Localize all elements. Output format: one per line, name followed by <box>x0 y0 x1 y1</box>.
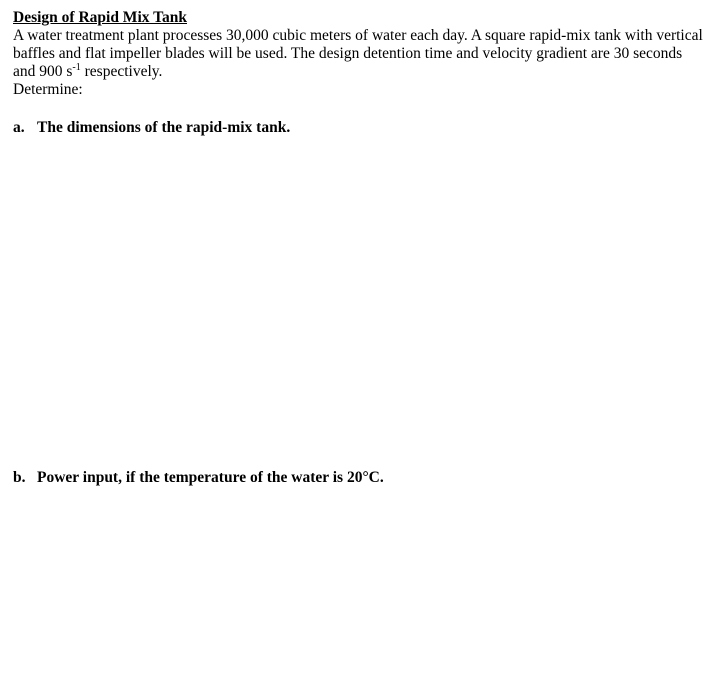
problem-statement <box>13 27 703 81</box>
document-body <box>13 9 703 99</box>
problem-text: A water treatment plant processes 30,000 cubic meters of water each day. A square rapid-mix tank with vertical baffles and flat impeller blades will be used. The design detention time and velocity gradient are 30 seconds and 900 s <box>13 27 703 80</box>
answer-space-b <box>13 492 703 692</box>
document-title: Design of Rapid Mix Tank <box>13 9 187 26</box>
instruction-text: Determine: <box>13 81 83 98</box>
question-a-text: The dimensions of the rapid-mix tank. <box>37 119 291 136</box>
problem-text-end: respectively. <box>80 63 163 80</box>
question-a-letter: a. <box>13 119 25 136</box>
question-a <box>13 119 290 137</box>
answer-space-a <box>13 140 703 460</box>
question-b-letter: b. <box>13 469 26 486</box>
question-b <box>13 469 384 487</box>
question-b-text: Power input, if the temperature of the water is 20°C. <box>37 469 384 486</box>
exponent-superscript: -1 <box>72 61 81 73</box>
